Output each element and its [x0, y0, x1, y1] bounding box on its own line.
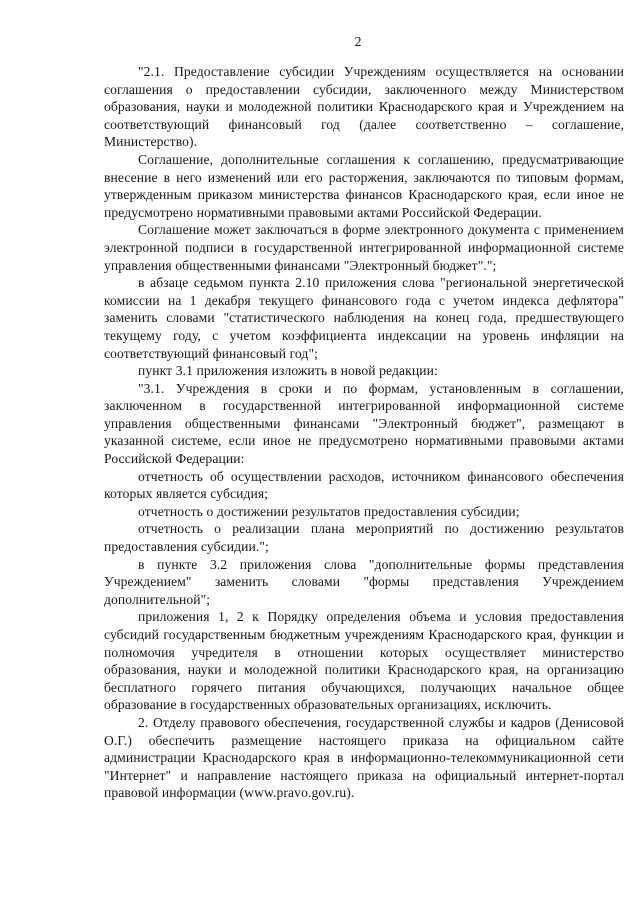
- paragraph-2-1-subsidy-agreement: "2.1. Предоставление субсидии Учреждениям осуществляется на основании соглашения о предоставлении субсидии, заключенного между Министерством образования, науки и молодежной политики Краснодарского края и Учреждением на соответствующий финансовый год (далее соответственно – соглашение, Министерство).: [104, 64, 624, 150]
- paragraph-report-plan: отчетность о реализации плана мероприятий по достижению результатов предоставления субсидии.";: [104, 521, 624, 555]
- paragraph-item-2-10-amendment: в абзаце седьмом пункта 2.10 приложения слова "региональной энергетической комиссии на 1 декабря текущего финансового года с учетом индекса дефлятора" заменить словами "статистического наблюдения на конец года, предшествующего текущему году, с учетом коэффициента индексации на уровень инфляции на соответствующий финансовый год";: [104, 275, 624, 361]
- paragraph-report-results: отчетность о достижении результатов предоставления субсидии;: [138, 503, 520, 519]
- paragraph-electronic-document: Соглашение может заключаться в форме электронного документа с применением электронной подписи в государственной интегрированной информационной системе управления общественными финансами "Электронный бюджет".";: [104, 222, 624, 273]
- paragraph-report-expenses: отчетность об осуществлении расходов, источником финансового обеспечения которых является субсидия;: [104, 468, 624, 502]
- paragraph-appendices-exclusion: приложения 1, 2 к Порядку определения объема и условия предоставления субсидий государственным бюджетным учреждениям Краснодарского края, функции и полномочия учредителя в отношении которых осуществляет министерство образования, науки и молодежной политики Краснодарского края, на организацию бесплатного горячего питания обучающихся, получающих начальное общее образование в государственных образовательных организациях, исключить.: [104, 609, 624, 713]
- paragraph-item-3-1-intro: пункт 3.1 приложения изложить в новой редакции:: [138, 363, 438, 379]
- paragraph-agreement-forms: Соглашение, дополнительные соглашения к соглашению, предусматривающие внесение в него изменений или его расторжения, заключаются по типовым формам, утвержденным приказом министерства финансов Краснодарского края, если иное не предусмотрено нормативными правовыми актами Российской Федерации.: [104, 151, 624, 220]
- paragraph-2-publication: 2. Отделу правового обеспечения, государственной службы и кадров (Денисовой О.Г.) обеспечить размещение настоящего приказа на официальном сайте администрации Краснодарского края в информационно-телекоммуникационной сети "Интернет" и направление настоящего приказа на официальный интернет-портал правовой информации (www.pravo.gov.ru).: [104, 714, 624, 801]
- paragraph-3-1-reporting: "3.1. Учреждения в сроки и по формам, установленным в соглашении, заключенном в государственной интегрированной информационной системе управления общественными финансами "Электронный бюджет", размещают в указанной системе, если иное не предусмотрено нормативными правовыми актами Российской Федерации:: [104, 380, 624, 467]
- document-body: [104, 63, 624, 802]
- page-number: 2: [354, 35, 362, 50]
- paragraph-item-3-2-amendment: в пункте 3.2 приложения слова "дополнительные формы представления Учреждением" заменить словами "формы представления Учреждением дополнительной";: [104, 556, 624, 607]
